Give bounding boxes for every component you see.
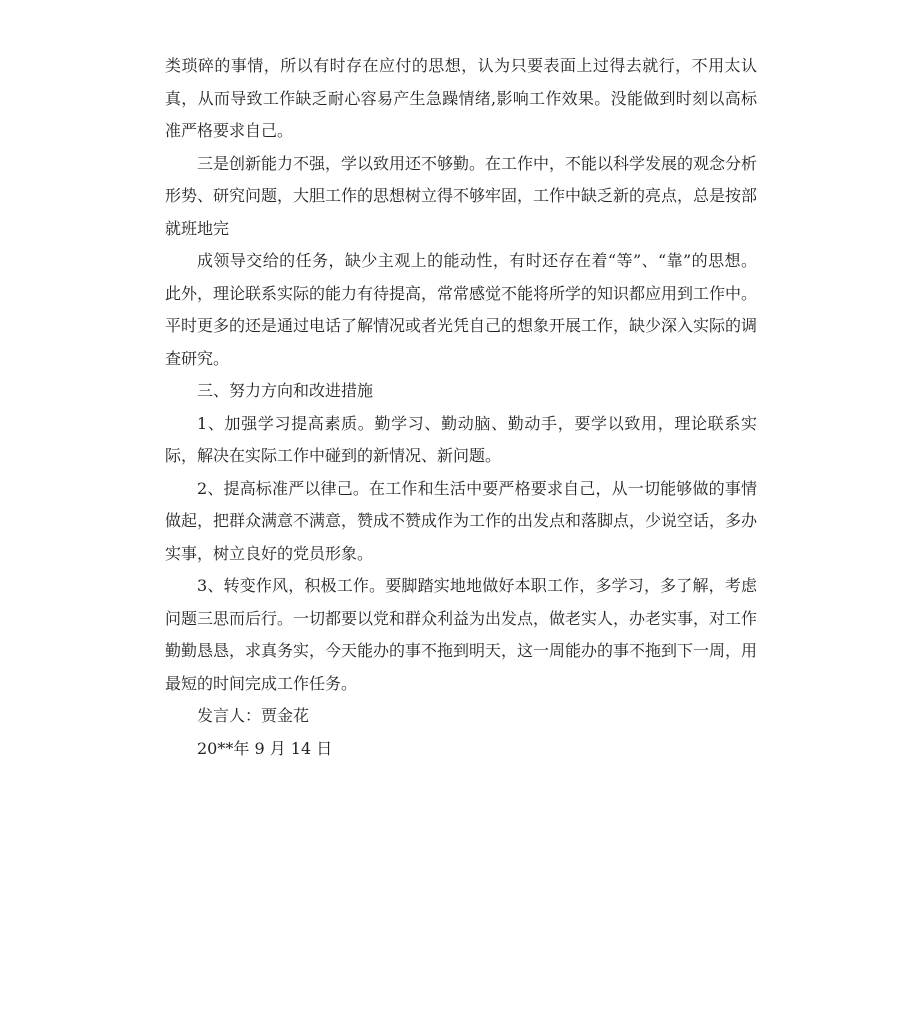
paragraph-continuation: 类琐碎的事情，所以有时存在应付的思想，认为只要表面上过得去就行，不用太认真，从而导致工作缺乏耐心容易产生急躁情绪,影响工作效果。没能做到时刻以高标准严格要求自己。 [165,56,757,140]
measure-item-2: 2、提高标准严以律己。在工作和生活中要严格要求自己，从一切能够做的事情做起，把群众满意不满意，赞成不赞成作为工作的出发点和落脚点，少说空话，多办实事，树立良好的党员形象。 [165,478,758,563]
paragraph-innovation: 三是创新能力不强，学以致用还不够勤。在工作中，不能以科学发展的观念分析形势、研究问题，大胆工作的思想树立得不够牢固，工作中缺乏新的亮点，总是按部就班地完 [165,153,758,238]
document-date: 20**年 9 月 14 日 [197,738,333,758]
measure-item-3: 3、转变作风，积极工作。要脚踏实地地做好本职工作，多学习，多了解，考虑问题三思而后行。一切都要以党和群众利益为出发点，做老实人，办老实事，对工作勤勤恳恳，求真务实，今天能办的事不拖到明天，这一周能办的事不拖到下一周，用最短的时间完成工作任务。 [165,576,758,693]
speaker-signature: 发言人：贾金花 [197,706,310,725]
paragraph-tasks: 成领导交给的任务，缺少主观上的能动性，有时还存在着“等”、“靠”的思想。此外，理论联系实际的能力有待提高，常常感觉不能将所学的知识都应用到工作中。平时更多的还是通过电话了解情况或者光凭自己的想象开展工作，缺少深入实际的调查研究。 [165,251,758,368]
document-body [165,50,757,765]
section-heading: 三、努力方向和改进措施 [197,381,374,400]
measure-item-1: 1、加强学习提高素质。勤学习、勤动脑、勤动手，要学以致用，理论联系实际，解决在实际工作中碰到的新情况、新问题。 [165,413,757,465]
